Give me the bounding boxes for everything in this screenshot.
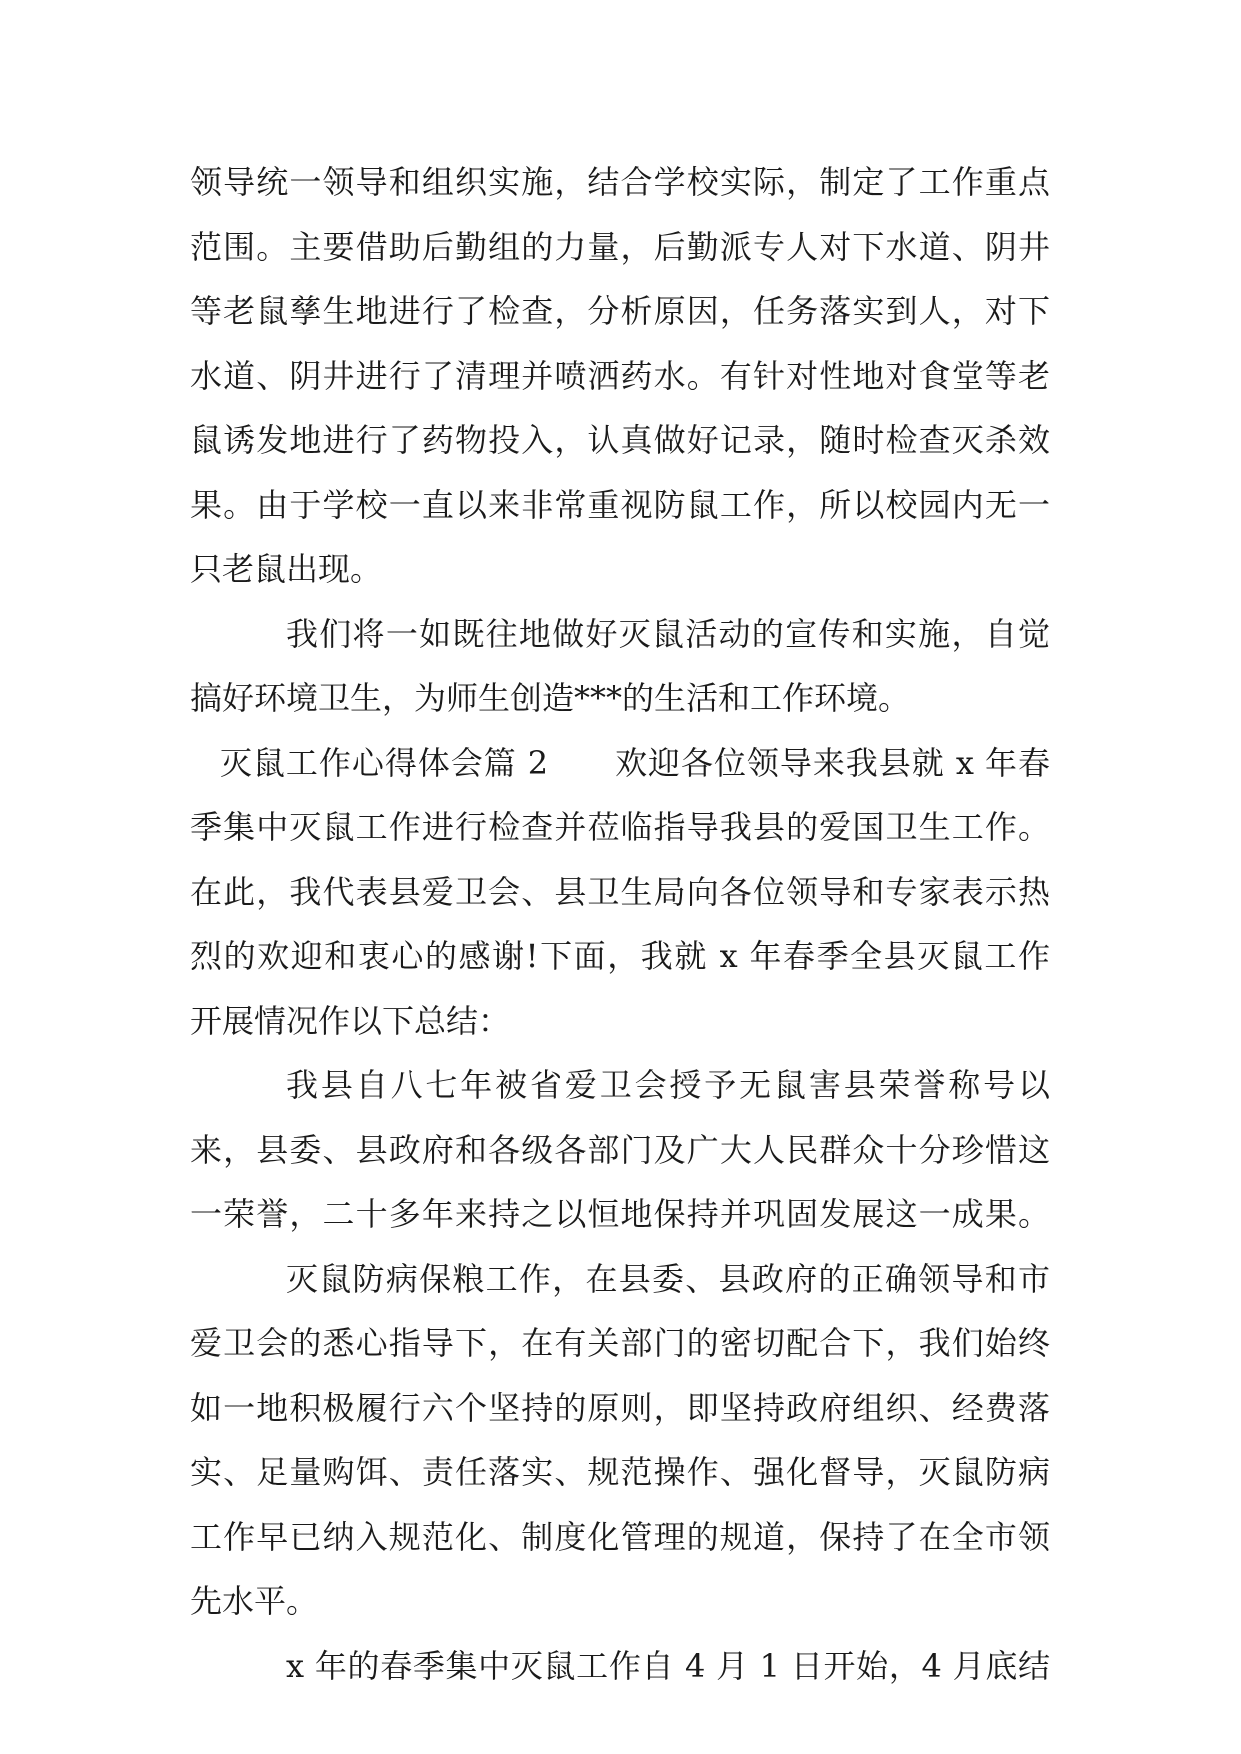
paragraph-start-line: 我们将一如既往地做好灭鼠活动的宣传和实施，自觉 — [286, 614, 1050, 653]
text-line: 烈的欢迎和衷心的感谢!下面，我就 x 年春季全县灭鼠工作 — [190, 937, 1050, 975]
text-line: 先水平。 — [190, 1582, 319, 1620]
text-line: 实、足量购饵、责任落实、规范操作、强化督导，灭鼠防病 — [190, 1453, 1050, 1491]
text-line: 果。由于学校一直以来非常重视防鼠工作，所以校园内无一 — [190, 485, 1050, 524]
text-line: 在此，我代表县爱卫会、县卫生局向各位领导和专家表示热 — [190, 872, 1050, 911]
paragraph-start-line: x 年的春季集中灭鼠工作自 4 月 1 日开始，4 月底结 — [286, 1646, 1050, 1685]
document-body — [190, 150, 1050, 1698]
text-line: 一荣誉，二十多年来持之以恒地保持并巩固发展这一成果。 — [190, 1195, 1050, 1233]
text-line: 季集中灭鼠工作进行检查并莅临指导我县的爱国卫生工作。 — [190, 808, 1050, 846]
text-line: 如一地积极履行六个坚持的原则，即坚持政府组织、经费落 — [190, 1388, 1050, 1427]
text-line: 鼠诱发地进行了药物投入，认真做好记录，随时检查灭杀效 — [190, 421, 1050, 459]
paragraph-start-line: 我县自八七年被省爱卫会授予无鼠害县荣誉称号以 — [286, 1066, 1050, 1104]
text-line: 等老鼠孳生地进行了检查，分析原因，任务落实到人，对下 — [190, 292, 1050, 330]
text-line: 只老鼠出现。 — [190, 550, 383, 588]
section-heading-line: 灭鼠工作心得体会篇 2 欢迎各位领导来我县就 x 年春 — [220, 743, 1050, 782]
text-line: 领导统一领导和组织实施，结合学校实际，制定了工作重点 — [190, 163, 1050, 201]
text-line: 爱卫会的悉心指导下，在有关部门的密切配合下，我们始终 — [190, 1324, 1050, 1362]
text-line: 搞好环境卫生，为师生创造***的生活和工作环境。 — [190, 679, 911, 717]
text-line: 水道、阴井进行了清理并喷洒药水。有针对性地对食堂等老 — [190, 356, 1050, 395]
text-line: 开展情况作以下总结： — [190, 1001, 511, 1040]
text-line: 范围。主要借助后勤组的力量，后勤派专人对下水道、阴井 — [190, 227, 1050, 266]
paragraph-start-line: 灭鼠防病保粮工作，在县委、县政府的正确领导和市 — [286, 1259, 1050, 1298]
text-line: 工作早已纳入规范化、制度化管理的规道，保持了在全市领 — [190, 1517, 1050, 1556]
text-line: 来，县委、县政府和各级各部门及广大人民群众十分珍惜这 — [190, 1130, 1050, 1169]
